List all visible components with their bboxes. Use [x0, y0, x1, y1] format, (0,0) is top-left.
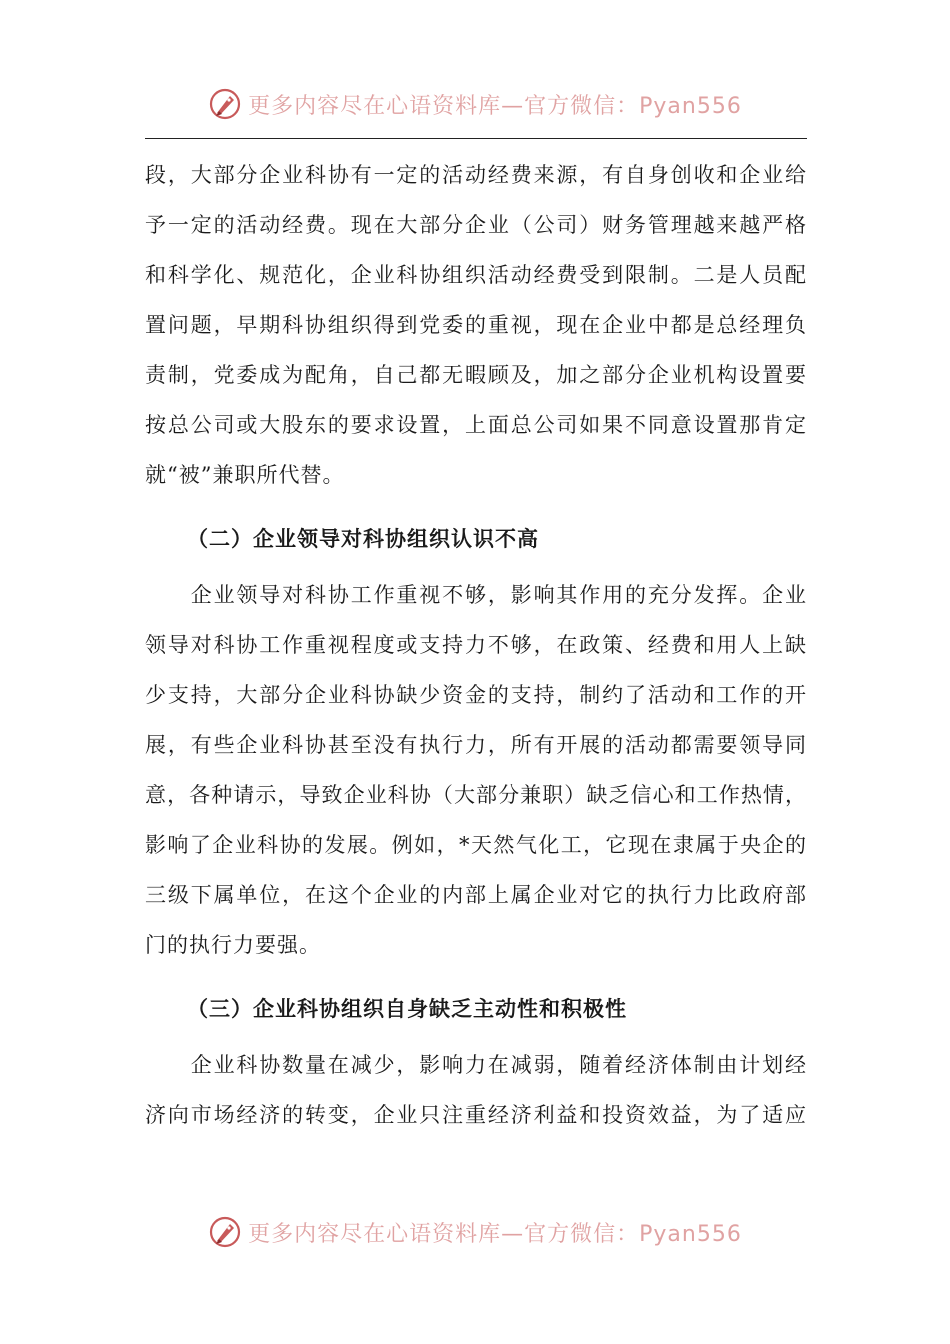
text-line: 济向市场经济的转变，企业只注重经济利益和投资效益，为了适应	[145, 1103, 807, 1127]
pen-nib-logo-icon	[208, 1215, 242, 1249]
document-body	[145, 150, 807, 1140]
text-line: 置问题，早期科协组织得到党委的重视，现在企业中都是总经理负	[145, 313, 807, 337]
text-line: 展，有些企业科协甚至没有执行力，所有开展的活动都需要领导同	[145, 733, 807, 757]
text-line: 责制，党委成为配角，自己都无暇顾及，加之部分企业机构设置要	[145, 363, 807, 387]
paragraph	[145, 1040, 807, 1140]
section-heading: （三）企业科协组织自身缺乏主动性和积极性	[187, 996, 627, 1021]
paragraph	[145, 570, 807, 970]
text-line: 三级下属单位，在这个企业的内部上属企业对它的执行力比政府部	[145, 883, 807, 907]
text-line: 按总公司或大股东的要求设置，上面总公司如果不同意设置那肯定	[145, 413, 807, 437]
section-heading: （二）企业领导对科协组织认识不高	[187, 526, 539, 551]
pen-nib-logo-icon	[208, 87, 242, 121]
header-rule	[145, 138, 807, 139]
footer-watermark	[0, 1210, 950, 1254]
text-line: 予一定的活动经费。现在大部分企业（公司）财务管理越来越严格	[145, 213, 807, 237]
text-line: 领导对科协工作重视程度或支持力不够，在政策、经费和用人上缺	[145, 633, 807, 657]
paragraph	[145, 150, 807, 500]
text-line: 少支持，大部分企业科协缺少资金的支持，制约了活动和工作的开	[145, 683, 807, 707]
watermark-text: 更多内容尽在心语资料库—官方微信：Pyan556	[248, 93, 742, 119]
text-line: 和科学化、规范化，企业科协组织活动经费受到限制。二是人员配	[145, 263, 807, 287]
text-line: 企业领导对科协工作重视不够，影响其作用的充分发挥。企业	[145, 583, 807, 607]
watermark-text: 更多内容尽在心语资料库—官方微信：Pyan556	[248, 1221, 742, 1247]
text-line: 影响了企业科协的发展。例如，*天然气化工，它现在隶属于央企的	[145, 833, 807, 857]
header-watermark	[0, 82, 950, 126]
text-line: 段，大部分企业科协有一定的活动经费来源，有自身创收和企业给	[145, 163, 807, 187]
text-line: 门的执行力要强。	[145, 933, 321, 957]
text-line: 企业科协数量在减少，影响力在减弱，随着经济体制由计划经	[145, 1053, 807, 1077]
text-line: 意，各种请示，导致企业科协（大部分兼职）缺乏信心和工作热情，	[145, 783, 807, 807]
text-line: 就“被”兼职所代替。	[145, 463, 345, 487]
